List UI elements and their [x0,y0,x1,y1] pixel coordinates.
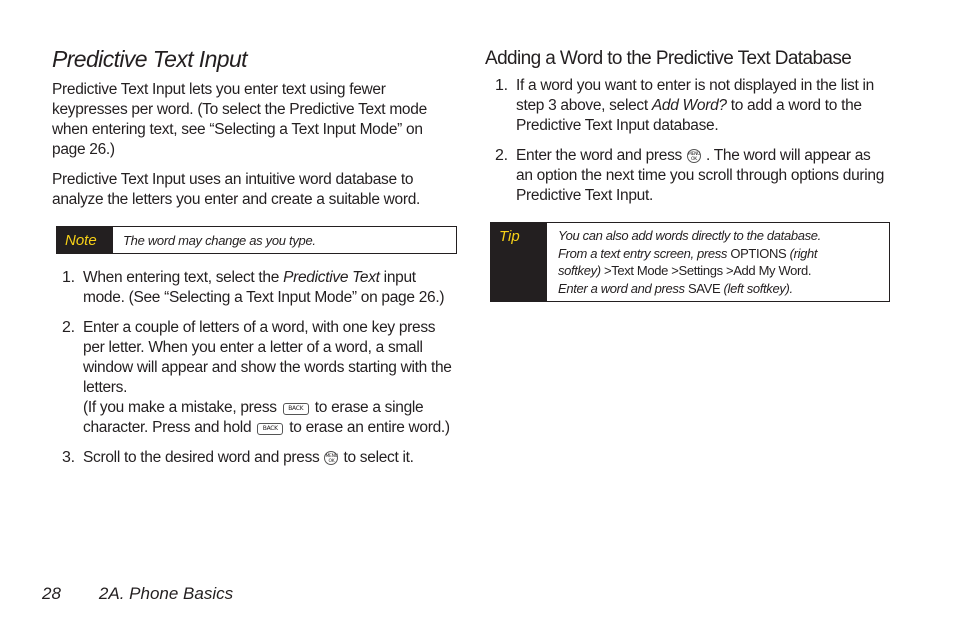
tip-line: You can also add words directly to the database. [558,228,821,243]
list-item [485,146,890,206]
subsection-title: Adding a Word to the Predictive Text Database [485,48,852,69]
back-key-icon: BACK [257,423,283,435]
intro-paragraph-2: Predictive Text Input uses an intuitive word database to analyze the letters you enter and create a suitable word. [52,171,421,208]
step-text-part: . The word will appear as an option the next time you scroll through options during Predictive Text Input. [516,147,885,204]
step-number: 2. [62,319,75,336]
menu-ok-key-icon [687,149,701,163]
menu-ok-key-icon [324,451,338,465]
step-text-part: If a word you want to enter is not displayed in the list in step 3 above, select [516,77,874,114]
step-text-part: to erase an entire word.) [289,419,450,436]
tip-line: . [807,263,812,278]
left-column [52,44,457,478]
key-label: OK [328,459,335,464]
step-number: 2. [495,147,508,164]
menu-option-text: Predictive Text [283,269,380,286]
softkey-name: SAVE [687,280,721,296]
step-text-part: When entering text, select the [83,269,284,286]
step-number: 1. [62,269,75,286]
step-text [516,76,890,136]
key-label: OK [691,157,697,162]
step-number: 3. [62,449,75,466]
list-item [52,318,457,438]
tip-line: (right [786,245,818,261]
tip-line: (left softkey). [720,280,793,296]
list-item [52,268,457,308]
menu-option-text: Add Word? [651,97,727,114]
step-text-part: (If you make a mistake, press [83,399,277,416]
page-footer [42,584,233,604]
step-text-part: input mode. (See “Selecting a Text Input Mode” on page 26.) [83,269,445,306]
step-number: 1. [495,77,508,94]
right-column [485,46,890,302]
tip-box [490,222,890,302]
step-text [83,268,457,308]
step-text-part: Scroll to the desired word and press [83,449,320,466]
menu-path: >Text Mode >Settings >Add My Word [603,263,808,278]
list-item [52,448,457,468]
list-item [485,76,890,136]
back-key-icon: BACK [283,403,309,415]
key-label: MENU [325,454,338,459]
tip-text [547,223,821,301]
step-text-part: Enter the word and press [516,147,682,164]
tip-label: Tip [491,223,547,301]
note-text: The word may change as you type. [123,232,316,248]
tip-line: From a text entry screen, press [558,245,731,261]
step-text [83,448,457,468]
tip-line: Enter a word and press [558,280,688,296]
step-text [83,318,457,438]
note-label: Note [57,227,113,253]
tip-line: softkey) [558,263,604,278]
note-box [56,226,457,254]
step-text-part: to add a word to the Predictive Text Input database. [516,97,862,134]
intro-paragraph-1: Predictive Text Input lets you enter text using fewer keypresses per word. (To select the Predictive Text mode when entering text, see “Selecting a Text Input Mode” on page 26.) [52,81,427,158]
softkey-name: OPTIONS [730,245,787,261]
step-text [516,146,890,206]
step-text-part: to select it. [343,449,414,466]
section-title: Predictive Text Input [52,46,247,72]
step-text-part: Enter a couple of letters of a word, with one key press per letter. When you enter a letter of a word, a small window will appear and show the words starting with the letters. [83,319,452,396]
section-name: 2A. Phone Basics [98,584,234,603]
step-text-part: to erase a single character. Press and hold [83,399,424,436]
steps-list [485,76,890,206]
page-number: 28 [42,584,61,603]
steps-list [52,268,457,468]
key-label: MENU [687,152,701,157]
